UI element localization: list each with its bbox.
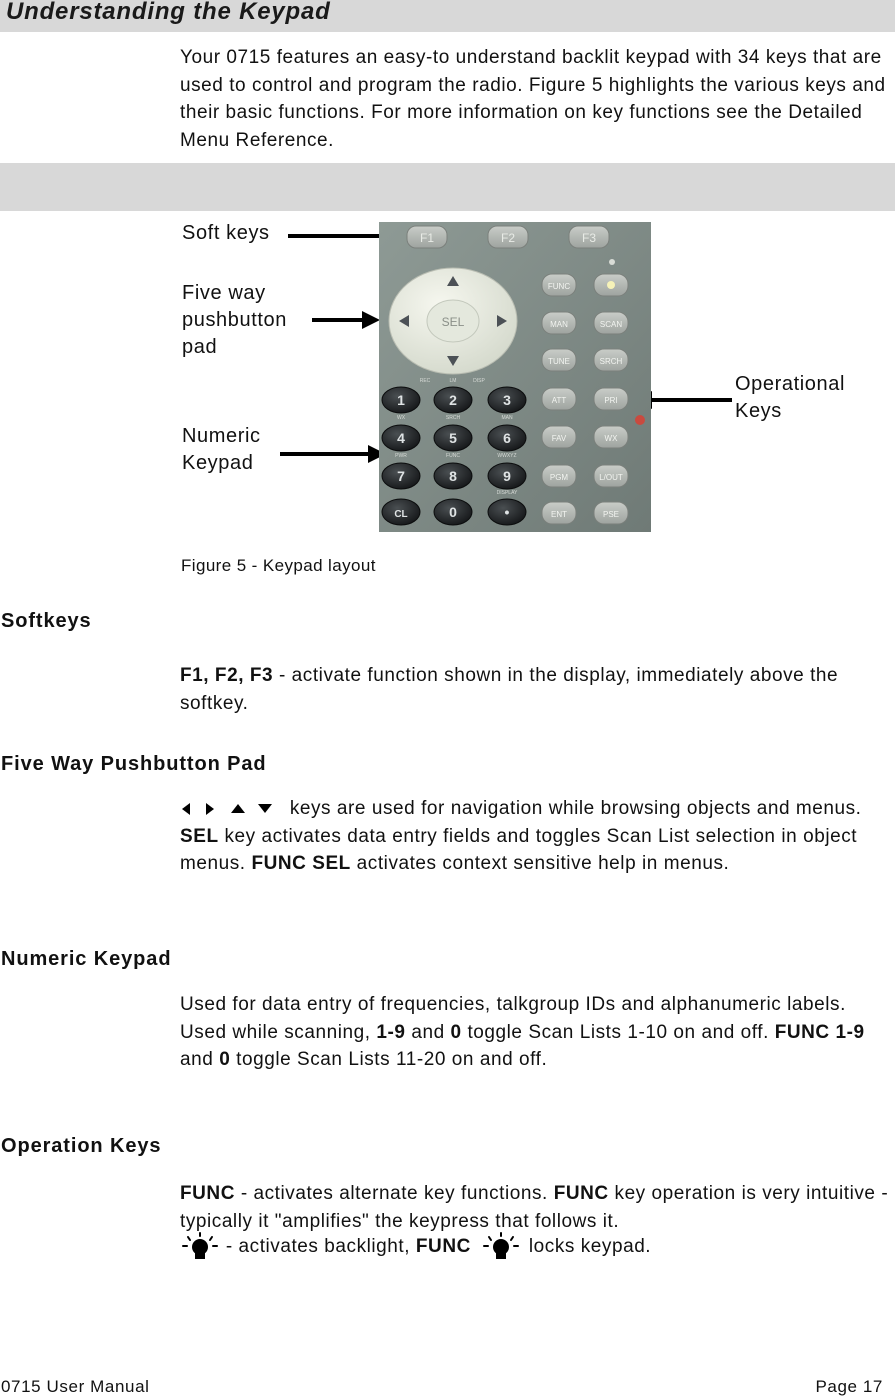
callout-five-way-line3: pad — [182, 336, 218, 358]
small-backlight-icon — [609, 259, 615, 265]
softkey-f1-label: F1 — [419, 231, 435, 245]
keypad-image — [379, 222, 651, 532]
digit-key-label: 3 — [503, 392, 511, 408]
digit-key-label: CL — [394, 509, 408, 520]
footer-left: 0715 User Manual — [1, 1377, 150, 1396]
operation-bold-1: FUNC — [180, 1183, 235, 1204]
operational-key-label: PRI — [604, 396, 618, 405]
callout-operational-line1: Operational — [735, 373, 845, 395]
digit-key-label: 6 — [503, 430, 511, 446]
operational-key-label: SRCH — [599, 357, 623, 366]
numeric-text-2: and — [405, 1021, 451, 1043]
five-way-pad — [389, 268, 517, 374]
numeric-bold-3: FUNC 1-9 — [774, 1021, 865, 1043]
callout-five-way-line2: pushbutton — [182, 309, 287, 331]
digit-key-label: 1 — [397, 392, 405, 408]
callout-numeric-line2: Keypad — [182, 452, 254, 474]
operation-paragraph — [180, 1180, 892, 1235]
digit-sublabel: FUNC — [446, 453, 460, 459]
digit-key-label: 5 — [449, 430, 457, 446]
nav-arrows-icon — [180, 801, 284, 817]
operation-text-1: - activates alternate key functions. — [234, 1183, 554, 1204]
numeric-text-4: and — [180, 1049, 220, 1071]
digit-sublabel: DISPLAY — [496, 490, 518, 496]
numeric-bold-1: 1-9 — [376, 1021, 406, 1043]
operational-key-label: PSE — [602, 510, 620, 519]
operation-bold-3: FUNC — [415, 1236, 471, 1258]
operational-key-label: PGM — [549, 473, 569, 482]
figure-caption: Figure 5 - Keypad layout — [181, 556, 376, 575]
page-title: Understanding the Keypad — [6, 0, 331, 25]
intro-paragraph: Your 0715 features an easy-to understand backlit keypad with 34 keys that are used to control and program the radio. Figure 5 highlights the various keys and their basic functions. For more information on key functions see the Detailed Menu Reference. — [180, 47, 886, 151]
softkeys-group — [407, 226, 609, 248]
five-way-text-1: keys are used for navigation while browsing objects and menus. — [284, 798, 862, 819]
digit-key-label: 2 — [449, 392, 457, 408]
five-way-paragraph — [180, 795, 892, 878]
heading-numeric: Numeric Keypad — [1, 948, 172, 970]
operational-key-label: FAV — [551, 434, 567, 443]
five-way-text-3: activates context sensitive help in menus. — [350, 853, 730, 875]
callout-soft-keys: Soft keys — [182, 222, 270, 244]
digit-sublabel: WWXYZ — [497, 453, 517, 459]
five-way-text-2: key activates data entry fields and toggles Scan List selection in object menus. — [180, 825, 858, 875]
numeric-text-1: Used for data entry of frequencies, talkgroup IDs and alphanumeric labels. Used while scanning, — [180, 994, 846, 1043]
status-led-icon — [635, 415, 645, 425]
callout-five-way-line1: Five way — [182, 282, 266, 304]
numeric-paragraph — [180, 991, 892, 1074]
numeric-bold-4: 0 — [219, 1049, 231, 1071]
sel-key-label: SEL — [441, 315, 465, 329]
softkeys-paragraph — [180, 662, 892, 717]
digit-key-label: • — [504, 504, 510, 520]
operational-key-label: ENT — [551, 510, 567, 519]
digit-sublabel: DISP — [473, 378, 485, 384]
heading-operation: Operation Keys — [1, 1135, 162, 1157]
five-way-bold-1: SEL — [180, 825, 219, 847]
footer-right: Page 17 — [815, 1377, 883, 1396]
callout-operational-line2: Keys — [735, 400, 782, 422]
digit-sublabel: SRCH — [445, 415, 461, 421]
operation-bold-2: FUNC — [553, 1183, 609, 1204]
digit-key-label: 7 — [397, 468, 405, 484]
operation-backlight-line — [180, 1231, 892, 1263]
digit-sublabel: WX — [396, 415, 406, 421]
softkey-f3-label: F3 — [581, 231, 597, 245]
softkey-f2-label: F2 — [500, 231, 516, 245]
backlight-icon-2 — [481, 1231, 521, 1263]
heading-softkeys: Softkeys — [1, 610, 92, 632]
digit-sublabel: PWR — [395, 453, 407, 459]
light-bulb-icon — [607, 281, 615, 289]
operational-key-label: WX — [604, 434, 618, 443]
digit-key-label: 8 — [449, 468, 457, 484]
digit-sublabel: MAN — [501, 415, 513, 421]
softkeys-bold: F1, F2, F3 — [180, 665, 274, 686]
digit-key-label: 9 — [503, 468, 511, 484]
operational-key-label: FUNC — [547, 282, 571, 291]
operational-key-label: ATT — [551, 396, 567, 405]
operation-text-4: locks keypad. — [528, 1236, 652, 1258]
digit-key-label: 4 — [397, 430, 405, 446]
softkeys-text: - activate function shown in the display, immediately above the softkey. — [180, 665, 839, 714]
operation-text-2: key operation is very intuitive - typically it "amplifies" the keypress that follows it. — [180, 1183, 889, 1232]
callout-numeric-line1: Numeric — [182, 425, 261, 447]
digit-key-label: 0 — [449, 504, 457, 520]
backlight-icon — [180, 1231, 220, 1263]
operation-text-3: - activates backlight, — [220, 1236, 416, 1258]
heading-five-way: Five Way Pushbutton Pad — [1, 753, 267, 775]
digit-sublabel: REC — [419, 378, 431, 384]
numeric-text-5: toggle Scan Lists 11-20 on and off. — [230, 1049, 548, 1071]
numeric-text-3: toggle Scan Lists 1-10 on and off. — [461, 1021, 775, 1043]
operational-key-label: TUNE — [548, 357, 570, 366]
digit-sublabel: LM — [449, 378, 457, 384]
numeric-bold-2: 0 — [450, 1021, 462, 1043]
operational-key-label: MAN — [550, 320, 568, 329]
operational-key-label: SCAN — [599, 320, 623, 329]
five-way-bold-2: FUNC SEL — [251, 853, 351, 875]
operational-key-label: L/OUT — [599, 473, 623, 482]
